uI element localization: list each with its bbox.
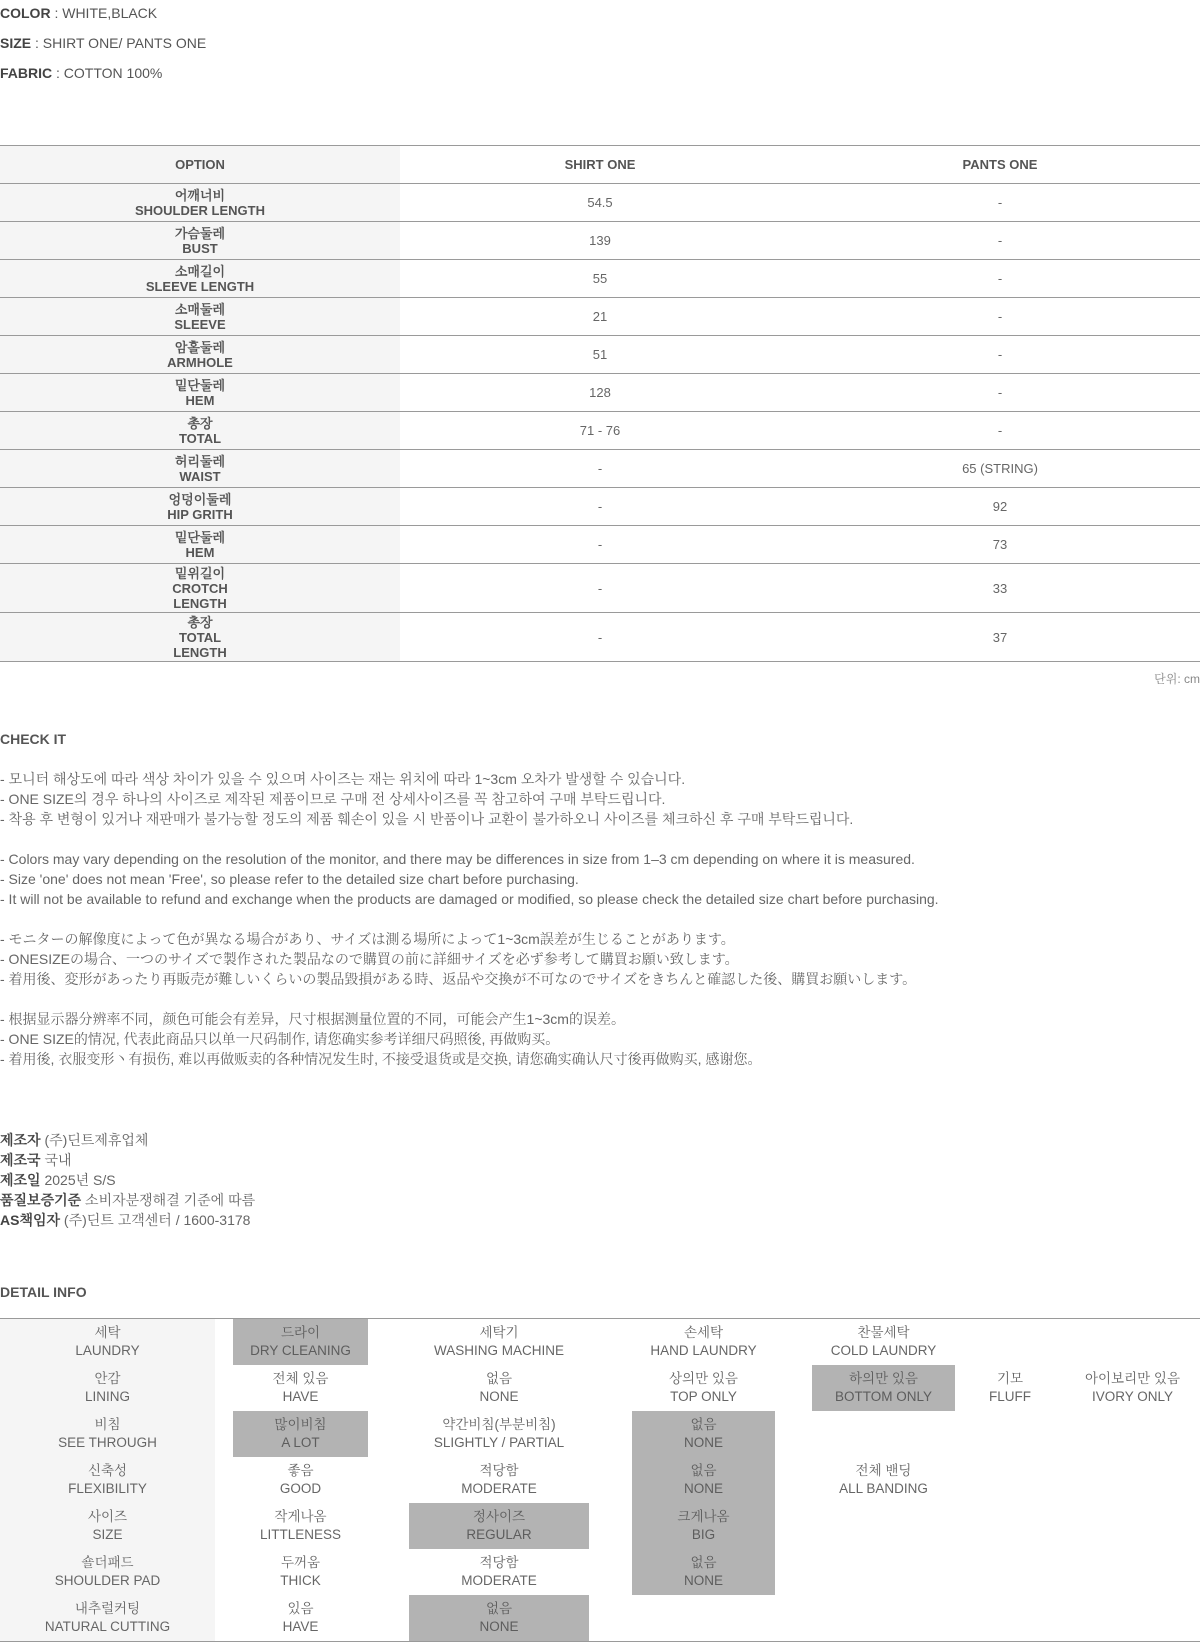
size-row-option (0, 222, 400, 260)
detail-english: BIG (691, 1527, 716, 1542)
size-row-option (0, 450, 400, 488)
detail-english: SIZE (92, 1527, 123, 1542)
shirt-value: - (400, 526, 800, 564)
detail-option (1065, 1365, 1200, 1411)
detail-option (409, 1549, 589, 1595)
detail-english: HAVE (282, 1389, 319, 1404)
detail-korean: 없음 (485, 1601, 513, 1616)
option-english: SLEEVE LENGTH (145, 278, 255, 294)
detail-option (233, 1365, 368, 1411)
detail-english: HAVE (282, 1619, 319, 1634)
shirt-value: - (400, 450, 800, 488)
detail-english: TOP ONLY (670, 1389, 737, 1404)
detail-option (409, 1411, 589, 1457)
detail-option-selected (632, 1503, 775, 1549)
detail-english: NONE (683, 1435, 723, 1450)
detail-korean: 적당함 (479, 1555, 519, 1570)
detail-korean: 없음 (690, 1417, 717, 1432)
pants-value: 33 (800, 564, 1200, 613)
maker-line: AS책임자 (주)딘트 고객센터 / 1600-3178 (0, 1212, 251, 1228)
option-english: HEM (185, 392, 215, 408)
detail-option-selected (632, 1549, 775, 1595)
pants-value: - (800, 374, 1200, 412)
option-korean: 밑단둘레 (174, 377, 226, 393)
pants-value: 73 (800, 526, 1200, 564)
notes-korean (0, 769, 1190, 829)
note-line: - ONE SIZE의 경우 하나의 사이즈로 제작된 제품이므로 구매 전 상세사이즈를 꼭 참고하여 구매 부탁드립니다. (0, 791, 666, 807)
detail-info-title: DETAIL INFO (0, 1284, 87, 1300)
detail-option-selected (233, 1411, 368, 1457)
detail-english: HAND LAUNDRY (650, 1343, 757, 1358)
detail-label (0, 1365, 215, 1411)
detail-option (409, 1457, 589, 1503)
detail-english: LAUNDRY (75, 1343, 140, 1358)
size-row (0, 298, 1200, 336)
note-line: - Colors may vary depending on the resolution of the monitor, and there may be differences in size from 1–3 cm depending on where it is measured. (0, 851, 915, 867)
size-row (0, 336, 1200, 374)
shirt-value: - (400, 564, 800, 613)
shirt-value: 139 (400, 222, 800, 260)
detail-option-selected (632, 1457, 775, 1503)
detail-korean: 드라이 (280, 1325, 321, 1340)
note-line: - 根据显示器分辨率不同，颜色可能会有差异，尺寸根据测量位置的不同，可能会产生1~3cm的误差。 (0, 1011, 625, 1027)
option-english: BUST (182, 240, 218, 256)
detail-korean: 있음 (287, 1601, 314, 1616)
size-row (0, 526, 1200, 564)
maker-line: 제조일 2025년 S/S (0, 1172, 116, 1188)
detail-korean: 없음 (690, 1463, 717, 1478)
detail-korean: 좋음 (287, 1463, 314, 1478)
detail-option (233, 1503, 368, 1549)
detail-option-selected (409, 1503, 589, 1549)
detail-korean: 많이비침 (274, 1417, 327, 1432)
detail-korean: 손세탁 (683, 1325, 724, 1340)
pants-value: - (800, 260, 1200, 298)
option-english: SLEEVE (174, 316, 226, 332)
check-it-title: CHECK IT (0, 731, 67, 747)
option-korean: 허리둘레 (174, 453, 226, 469)
detail-korean: 적당함 (479, 1463, 519, 1478)
notes-english (0, 849, 1190, 909)
header-pants: PANTS ONE (800, 146, 1200, 184)
detail-english: WASHING MACHINE (433, 1343, 564, 1358)
size-row-option (0, 412, 400, 450)
size-row (0, 260, 1200, 298)
shirt-value: 51 (400, 336, 800, 374)
detail-english: COLD LAUNDRY (830, 1343, 937, 1358)
option-korean: 소매길이 (174, 263, 226, 279)
pants-value: 65 (STRING) (800, 450, 1200, 488)
detail-korean: 정사이즈 (472, 1509, 526, 1524)
detail-option (632, 1319, 775, 1365)
detail-option (812, 1457, 955, 1503)
option-korean: 밑단둘레 (174, 529, 226, 545)
detail-english: DRY CLEANING (250, 1343, 351, 1358)
detail-korean: 약간비침(부분비침) (442, 1417, 556, 1432)
detail-korean: 없음 (690, 1555, 717, 1570)
shirt-value: - (400, 488, 800, 526)
detail-option (409, 1365, 589, 1411)
detail-option (955, 1365, 1065, 1411)
notes-chinese (0, 1009, 1190, 1069)
maker-line: 제조자 (주)딘트제휴업체 (0, 1132, 149, 1148)
detail-english: A LOT (281, 1435, 320, 1450)
note-line: - 着用後、変形があったり再販売が難しいくらいの製品毀損がある時、返品や交換が不可なのでサイズをきちんと確認した後、購買お願いします。 (0, 971, 917, 987)
size-row-option (0, 613, 400, 662)
shirt-value: - (400, 613, 800, 662)
detail-korean: 신축성 (87, 1463, 128, 1478)
detail-korean: 숄더패드 (81, 1555, 134, 1570)
pants-value: 37 (800, 613, 1200, 662)
size-row (0, 488, 1200, 526)
option-english: TOTAL LENGTH (173, 629, 227, 660)
detail-english: LINING (84, 1389, 130, 1404)
spec-size: SIZE : SHIRT ONE/ PANTS ONE (0, 35, 207, 51)
detail-korean: 내추럴커팅 (74, 1601, 141, 1616)
detail-english: THICK (280, 1573, 321, 1588)
detail-korean: 하의만 있음 (849, 1371, 918, 1386)
detail-korean: 기모 (996, 1371, 1024, 1386)
detail-korean: 찬물세탁 (857, 1325, 910, 1340)
detail-korean: 아이보리만 있음 (1084, 1371, 1181, 1386)
detail-option (233, 1549, 368, 1595)
option-korean: 어깨너비 (174, 187, 226, 203)
detail-label (0, 1595, 215, 1641)
detail-english: LITTLENESS (259, 1527, 342, 1542)
detail-english: SLIGHTLY / PARTIAL (433, 1435, 565, 1450)
detail-korean: 사이즈 (87, 1509, 128, 1524)
pants-value: - (800, 412, 1200, 450)
note-line: - モニターの解像度によって色が異なる場合があり、サイズは測る場所によって1~3cm誤差が生じることがあります。 (0, 931, 735, 947)
option-english: TOTAL (178, 430, 222, 446)
note-line: - It will not be available to refund and exchange when the products are damaged or modified, so please check the detailed size chart before purchasing. (0, 891, 939, 907)
detail-english: SEE THROUGH (58, 1435, 157, 1450)
detail-korean: 세탁기 (479, 1325, 519, 1340)
size-row-option (0, 488, 400, 526)
header-shirt: SHIRT ONE (400, 146, 800, 184)
option-english: ARMHOLE (167, 354, 233, 370)
detail-label (0, 1319, 215, 1365)
detail-korean: 두꺼움 (280, 1555, 321, 1570)
size-row (0, 412, 1200, 450)
option-korean: 암홀둘레 (174, 339, 226, 355)
detail-korean: 작게나옴 (274, 1509, 327, 1524)
detail-english: BOTTOM ONLY (834, 1389, 932, 1404)
detail-english: NONE (479, 1389, 519, 1404)
size-row (0, 564, 1200, 613)
option-english: HEM (185, 544, 215, 560)
detail-label (0, 1411, 215, 1457)
option-english: SHOULDER LENGTH (135, 202, 265, 218)
size-table-header (0, 146, 1200, 184)
detail-label (0, 1457, 215, 1503)
unit-label: 단위: cm (1154, 672, 1200, 686)
detail-label (0, 1549, 215, 1595)
option-english: WAIST (179, 468, 221, 484)
detail-english: FLEXIBILITY (68, 1481, 147, 1496)
pants-value: - (800, 336, 1200, 374)
detail-english: NONE (479, 1619, 519, 1634)
size-row-option (0, 336, 400, 374)
pants-value: - (800, 298, 1200, 336)
note-line: - ONE SIZE的情况, 代表此商品只以单一尺码制作, 请您确实参考详细尺码照後, 再做购买。 (0, 1031, 560, 1047)
size-row-option (0, 374, 400, 412)
pants-value: 92 (800, 488, 1200, 526)
detail-option (632, 1365, 775, 1411)
size-row (0, 222, 1200, 260)
detail-english: REGULAR (466, 1527, 532, 1542)
detail-english: ALL BANDING (839, 1481, 928, 1496)
detail-korean: 비침 (94, 1417, 121, 1432)
shirt-value: 54.5 (400, 184, 800, 222)
size-row-option (0, 564, 400, 613)
notes-japanese (0, 929, 1190, 989)
pants-value: - (800, 184, 1200, 222)
spec-fabric: FABRIC : COTTON 100% (0, 65, 163, 81)
detail-english: MODERATE (461, 1481, 537, 1496)
detail-korean: 세탁 (94, 1325, 121, 1340)
detail-korean: 크게나옴 (677, 1509, 730, 1524)
detail-option-selected (812, 1365, 955, 1411)
size-row-option (0, 260, 400, 298)
option-korean: 총장 (187, 415, 213, 431)
spec-color: COLOR : WHITE,BLACK (0, 5, 158, 21)
detail-english: NATURAL CUTTING (44, 1619, 171, 1634)
note-line: - 착용 후 변형이 있거나 재판매가 불가능할 정도의 제품 훼손이 있을 시 반품이나 교환이 불가하오니 사이즈를 체크하신 후 구매 부탁드립니다. (0, 811, 854, 827)
detail-option (812, 1319, 955, 1365)
option-korean: 총장 (187, 614, 213, 630)
detail-korean: 전체 있음 (272, 1371, 329, 1386)
detail-label (0, 1503, 215, 1549)
detail-option-selected (632, 1411, 775, 1457)
size-table (0, 145, 1200, 662)
detail-korean: 전체 밴딩 (855, 1463, 912, 1478)
detail-korean: 없음 (485, 1371, 513, 1386)
size-row (0, 374, 1200, 412)
detail-english: MODERATE (461, 1573, 537, 1588)
detail-english: NONE (683, 1481, 723, 1496)
detail-english: SHOULDER PAD (54, 1573, 161, 1588)
size-row (0, 184, 1200, 222)
note-line: - 着用後, 衣服变形丶有损伤, 难以再做贩卖的各种情况发生时, 不接受退货或是交换, 请您确实确认尺寸後再做购买, 感谢您。 (0, 1051, 762, 1067)
shirt-value: 71 - 76 (400, 412, 800, 450)
option-korean: 가슴둘레 (174, 225, 226, 241)
option-english: CROTCH LENGTH (172, 580, 228, 611)
detail-option-selected (233, 1319, 368, 1365)
option-korean: 밑위길이 (174, 565, 226, 581)
size-row-option (0, 298, 400, 336)
option-korean: 소매둘레 (174, 301, 226, 317)
option-korean: 엉덩이둘레 (168, 491, 232, 507)
size-row (0, 450, 1200, 488)
header-option: OPTION (0, 146, 400, 184)
detail-english: FLUFF (989, 1389, 1031, 1404)
size-row (0, 613, 1200, 662)
detail-option (409, 1319, 589, 1365)
detail-korean: 안감 (94, 1371, 121, 1386)
detail-korean: 상의만 있음 (669, 1371, 738, 1386)
shirt-value: 128 (400, 374, 800, 412)
pants-value: - (800, 222, 1200, 260)
note-line: - ONESIZEの場合、一つのサイズで製作された製品なので購買の前に詳細サイズを必ず参考して購買お願い致します。 (0, 951, 739, 967)
maker-line: 제조국 국내 (0, 1152, 72, 1168)
detail-option (233, 1457, 368, 1503)
size-row-option (0, 184, 400, 222)
maker-line: 품질보증기준 소비자분쟁해결 기준에 따름 (0, 1192, 256, 1208)
detail-english: IVORY ONLY (1091, 1389, 1174, 1404)
option-english: HIP GRITH (167, 506, 233, 522)
detail-english: GOOD (279, 1481, 322, 1496)
detail-option-selected (409, 1595, 589, 1641)
shirt-value: 21 (400, 298, 800, 336)
detail-option (233, 1595, 368, 1641)
note-line: - 모니터 해상도에 따라 색상 차이가 있을 수 있으며 사이즈는 재는 위치에 따라 1~3cm 오차가 발생할 수 있습니다. (0, 771, 686, 787)
shirt-value: 55 (400, 260, 800, 298)
detail-english: NONE (683, 1573, 723, 1588)
size-row-option (0, 526, 400, 564)
note-line: - Size 'one' does not mean 'Free', so please refer to the detailed size chart before purchasing. (0, 871, 579, 887)
manufacturer-info (0, 1130, 255, 1230)
